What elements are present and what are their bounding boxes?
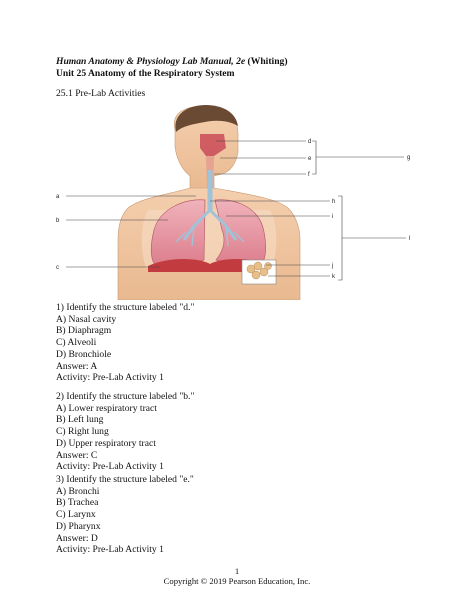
activity: Activity: Pre-Lab Activity 1	[56, 544, 164, 556]
option-b: B) Diaphragm	[56, 325, 112, 337]
figure-label-l: l	[409, 236, 411, 242]
figure-label-b: b	[56, 218, 60, 224]
question-stem: 1) Identify the structure labeled "d."	[56, 302, 195, 313]
figure-label-j: j	[332, 263, 334, 269]
option-a: A) Lower respiratory tract	[56, 402, 157, 414]
option-b: B) Trachea	[56, 497, 99, 509]
activity: Activity: Pre-Lab Activity 1	[56, 372, 164, 384]
option-d: D) Bronchiole	[56, 348, 112, 360]
option-c: C) Alveoli	[56, 337, 97, 349]
section-title: 25.1 Pre-Lab Activities	[56, 88, 146, 99]
option-b: B) Left lung	[56, 414, 104, 426]
figure-label-c: c	[56, 265, 59, 271]
figure-label-i: i	[332, 214, 334, 220]
activity: Activity: Pre-Lab Activity 1	[56, 461, 164, 473]
option-c: C) Right lung	[56, 426, 109, 438]
answer: Answer: A	[56, 360, 98, 372]
option-d: D) Upper respiratory tract	[56, 437, 156, 449]
respiratory-system-figure	[0, 100, 474, 300]
figure-label-e: e	[308, 156, 312, 162]
alveoli-inset	[242, 260, 276, 284]
figure-label-h: h	[332, 199, 336, 205]
head-illustration	[174, 105, 238, 192]
figure-label-f: f	[308, 172, 310, 178]
copyright-notice: Copyright © 2019 Pearson Education, Inc.	[163, 576, 311, 586]
option-a: A) Bronchi	[56, 485, 100, 497]
figure-label-g: g	[407, 155, 411, 161]
book-title: Human Anatomy & Physiology Lab Manual, 2e	[56, 56, 246, 67]
question-2	[56, 391, 194, 473]
document-header	[56, 56, 288, 79]
question-1	[56, 302, 194, 384]
question-stem: 2) Identify the structure labeled "b."	[56, 391, 195, 402]
figure-label-a: a	[56, 194, 60, 200]
page-number: 1	[234, 566, 240, 576]
book-author: (Whiting)	[245, 56, 288, 67]
question-stem: 3) Identify the structure labeled "e."	[56, 474, 194, 485]
answer: Answer: D	[56, 532, 98, 544]
question-3	[56, 474, 194, 556]
figure-label-d: d	[308, 139, 312, 145]
option-c: C) Larynx	[56, 509, 96, 521]
option-d: D) Pharynx	[56, 520, 101, 532]
answer: Answer: C	[56, 449, 98, 461]
book-title-line	[56, 56, 288, 68]
unit-title: Unit 25 Anatomy of the Respiratory System	[56, 67, 235, 79]
figure-label-k: k	[332, 274, 335, 280]
option-a: A) Nasal cavity	[56, 313, 117, 325]
